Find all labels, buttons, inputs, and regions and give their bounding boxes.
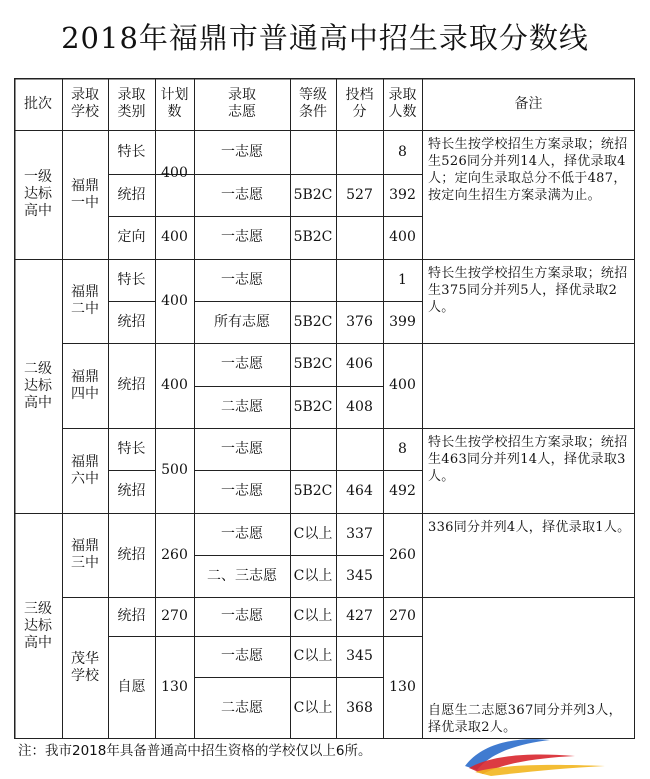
header-school: 录取学校 [71,87,99,120]
cell-admitted: 400 [389,377,416,393]
cell-plan: 260 [161,546,188,563]
cell-plan: 400 [161,377,188,393]
note-maohua: 自愿生二志愿367同分并列3人，择优录取2人。 [428,703,622,735]
cell-score: 408 [346,398,373,415]
cell-plan: 400 [161,164,188,181]
cell-grade: C以上 [293,567,333,584]
cell-score: 464 [346,483,373,499]
cell-score: 427 [346,608,373,624]
cell-admitted: 1 [398,271,407,288]
cell-category: 统招 [117,546,146,563]
cell-wish: 一志愿 [221,648,263,664]
school-fuding-1: 福鼎一中 [71,177,99,211]
cell-category: 特长 [117,143,146,160]
cell-wish: 二志愿 [221,699,263,716]
header-grade: 等级条件 [299,87,327,120]
cell-plan: 270 [161,608,188,624]
cell-score: 345 [346,567,373,584]
cell-admitted: 260 [389,546,416,563]
cell-wish: 一志愿 [221,525,263,542]
cell-wish: 一志愿 [221,356,263,372]
school-fuding-3: 福鼎三中 [71,538,99,571]
cell-category: 定向 [117,229,146,245]
batch-level-1: 一级达标高中 [24,169,52,219]
cell-plan: 400 [161,292,188,309]
note-fuding-6: 特长生按学校招生方案录取；统招生463同分并列14人，择优录取3人。 [428,435,628,484]
cell-plan: 400 [161,229,188,245]
page-title: 2018年福鼎市普通高中招生录取分数线 [61,20,589,55]
media-logo-icon [455,726,640,776]
note-fuding-3: 336同分并列4人，择优录取1人。 [428,520,631,535]
cell-grade: C以上 [293,648,333,664]
cell-wish: 一志愿 [221,483,263,499]
cell-category: 统招 [117,377,146,393]
school-fuding-6: 福鼎六中 [71,453,99,487]
cell-grade: C以上 [293,525,333,542]
cell-grade: 5B2C [293,483,333,499]
cell-grade: 5B2C [293,356,333,372]
cell-wish: 一志愿 [221,271,263,288]
cell-score: 376 [346,313,373,330]
cell-wish: 一志愿 [221,229,263,245]
cell-wish: 二志愿 [221,398,263,415]
cell-score: 527 [346,186,373,203]
header-score: 投档分 [345,87,374,120]
cell-admitted: 400 [389,229,416,245]
cell-wish: 一志愿 [221,143,263,160]
cell-admitted: 392 [389,186,416,203]
cell-grade: 5B2C [293,398,333,415]
cell-category: 自愿 [117,679,146,695]
cell-category: 特长 [117,440,146,457]
cell-wish: 所有志愿 [214,313,270,330]
cell-score: 406 [346,356,373,372]
cell-score: 337 [346,525,373,542]
admission-table [14,78,635,739]
cell-score: 368 [346,699,373,716]
note-fuding-2: 特长生按学校招生方案录取；统招生375同分并列5人，择优录取2人。 [428,266,628,315]
cell-category: 统招 [117,483,146,499]
cell-wish: 二、三志愿 [207,567,277,584]
header-batch: 批次 [24,95,52,112]
footnote: 注：我市2018年具备普通高中招生资格的学校仅以上6所。 [18,743,372,759]
cell-grade: 5B2C [293,229,333,245]
header-wish: 录取志愿 [228,87,256,120]
cell-wish: 一志愿 [221,440,263,457]
school-fuding-2: 福鼎二中 [71,284,99,317]
batch-level-2: 二级达标高中 [24,360,52,411]
cell-admitted: 8 [398,440,407,457]
cell-wish: 一志愿 [221,608,263,624]
cell-score: 345 [346,648,373,664]
school-fuding-4: 福鼎四中 [71,368,99,402]
cell-admitted: 130 [389,679,416,695]
school-maohua: 茂华学校 [71,651,99,684]
header-admitted: 录取人数 [388,87,417,120]
header-category: 录取类别 [117,87,146,120]
header-plan: 计划数 [160,87,189,120]
cell-admitted: 270 [389,608,416,624]
batch-level-3: 三级达标高中 [24,600,52,651]
cell-grade: 5B2C [293,186,333,203]
cell-wish: 一志愿 [221,186,263,203]
cell-category: 特长 [117,271,146,288]
cell-category: 统招 [117,186,146,203]
cell-admitted: 492 [389,483,416,499]
cell-grade: 5B2C [293,313,333,330]
cell-plan: 130 [161,679,188,695]
header-note: 备注 [514,95,543,112]
cell-grade: C以上 [293,699,333,716]
cell-category: 统招 [117,313,146,330]
cell-plan: 500 [161,462,188,478]
cell-admitted: 399 [389,313,416,330]
cell-admitted: 8 [398,143,407,160]
cell-category: 统招 [117,608,146,624]
cell-grade: C以上 [293,608,333,624]
note-fuding-1: 特长生按学校招生方案录取；统招生526同分并列14人，择优录取4人；定向生录取总分不低于487，按定向生招生方案录满为止。 [428,137,628,203]
